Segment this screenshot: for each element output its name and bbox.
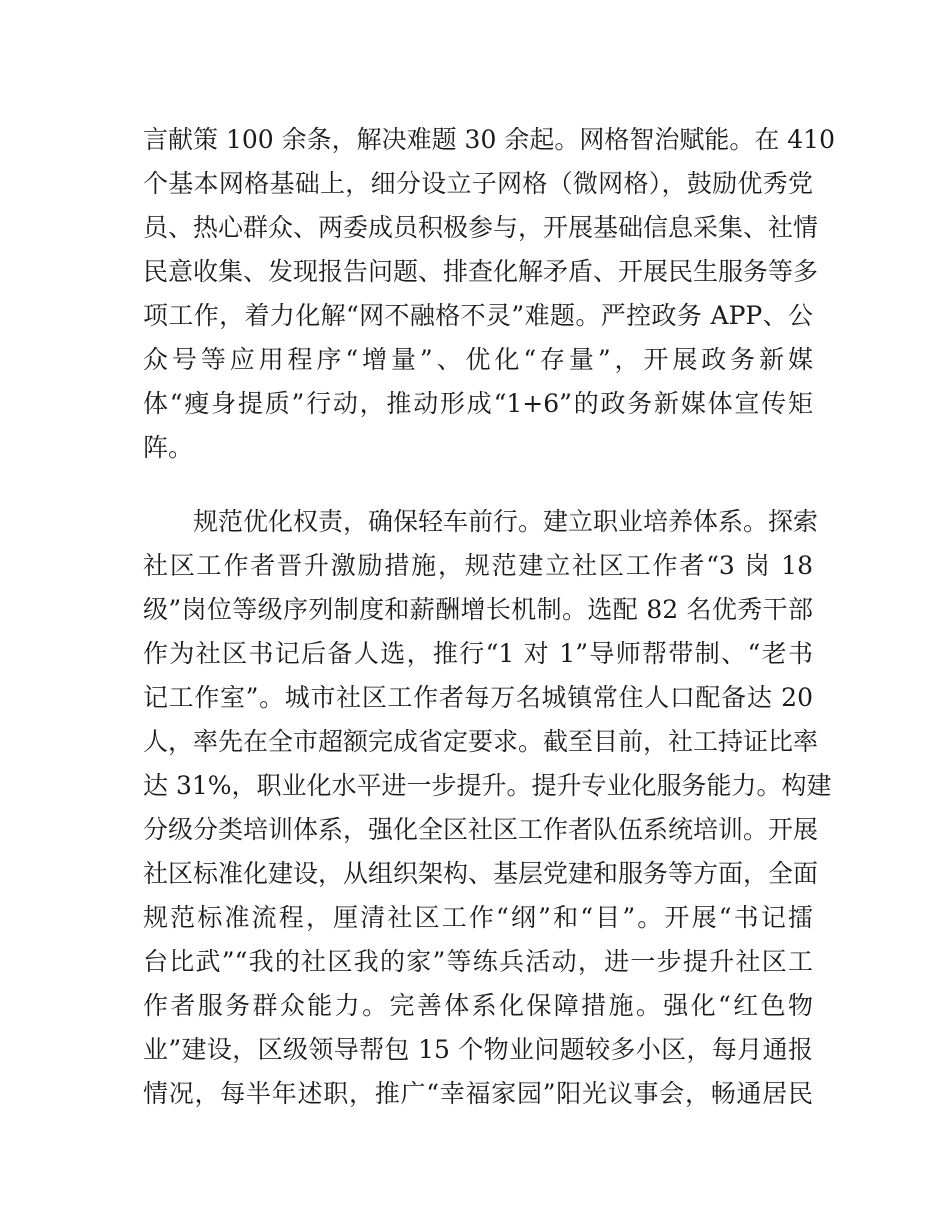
text-line: 作者服务群众能力。完善体系化保障措施。强化“红色物 (143, 991, 813, 1020)
text-line: 社区标准化建设，从组织架构、基层党建和服务等方面，全面 (143, 859, 819, 888)
paragraph-1 (143, 118, 835, 470)
paragraph-spacer (143, 470, 813, 500)
text-line: 分级分类培训体系，强化全区社区工作者队伍系统培训。开展 (143, 815, 819, 844)
text-line: 众号等应用程序“增量”、优化“存量”，开展政务新媒 (143, 345, 813, 374)
text-line: 台比武”“我的社区我的家”等练兵活动，进一步提升社区工 (143, 947, 813, 976)
text-line: 体“瘦身提质”行动，推动形成“1+6”的政务新媒体宣传矩 (143, 389, 813, 418)
text-line: 规范标准流程，厘清社区工作“纲”和“目”。开展“书记擂 (143, 903, 813, 932)
text-line: 社区工作者晋升激励措施，规范建立社区工作者“3 岗 18 (143, 551, 813, 580)
text-line: 作为社区书记后备人选，推行“1 对 1”导师帮带制、“老书 (143, 639, 813, 668)
text-line: 记工作室”。城市社区工作者每万名城镇常住人口配备达 20 (143, 683, 813, 712)
text-line: 言献策 100 余条，解决难题 30 余起。网格智治赋能。在 410 (143, 125, 835, 154)
text-line: 阵。 (143, 433, 194, 462)
text-line: 民意收集、发现报告问题、排查化解矛盾、开展民生服务等多 (143, 257, 819, 286)
paragraph-2 (143, 500, 832, 1116)
text-line: 情况，每半年述职，推广“幸福家园”阳光议事会，畅通居民 (143, 1079, 813, 1108)
text-line: 个基本网格基础上，细分设立子网格（微网格），鼓励优秀党 (143, 169, 813, 198)
text-line: 级”岗位等级序列制度和薪酬增长机制。选配 82 名优秀干部 (143, 595, 813, 624)
text-line: 达 31%，职业化水平进一步提升。提升专业化服务能力。构建 (143, 771, 832, 800)
text-line: 项工作，着力化解“网不融格不灵”难题。严控政务 APP、公 (143, 301, 813, 330)
document-body (143, 118, 835, 1116)
text-line: 规范优化权责，确保轻车前行。建立职业培养体系。探索 (193, 507, 819, 536)
text-line: 员、热心群众、两委成员积极参与，开展基础信息采集、社情 (143, 213, 819, 242)
text-line: 人，率先在全市超额完成省定要求。截至目前，社工持证比率 (143, 727, 819, 756)
text-line: 业”建设，区级领导帮包 15 个物业问题较多小区，每月通报 (143, 1035, 813, 1064)
